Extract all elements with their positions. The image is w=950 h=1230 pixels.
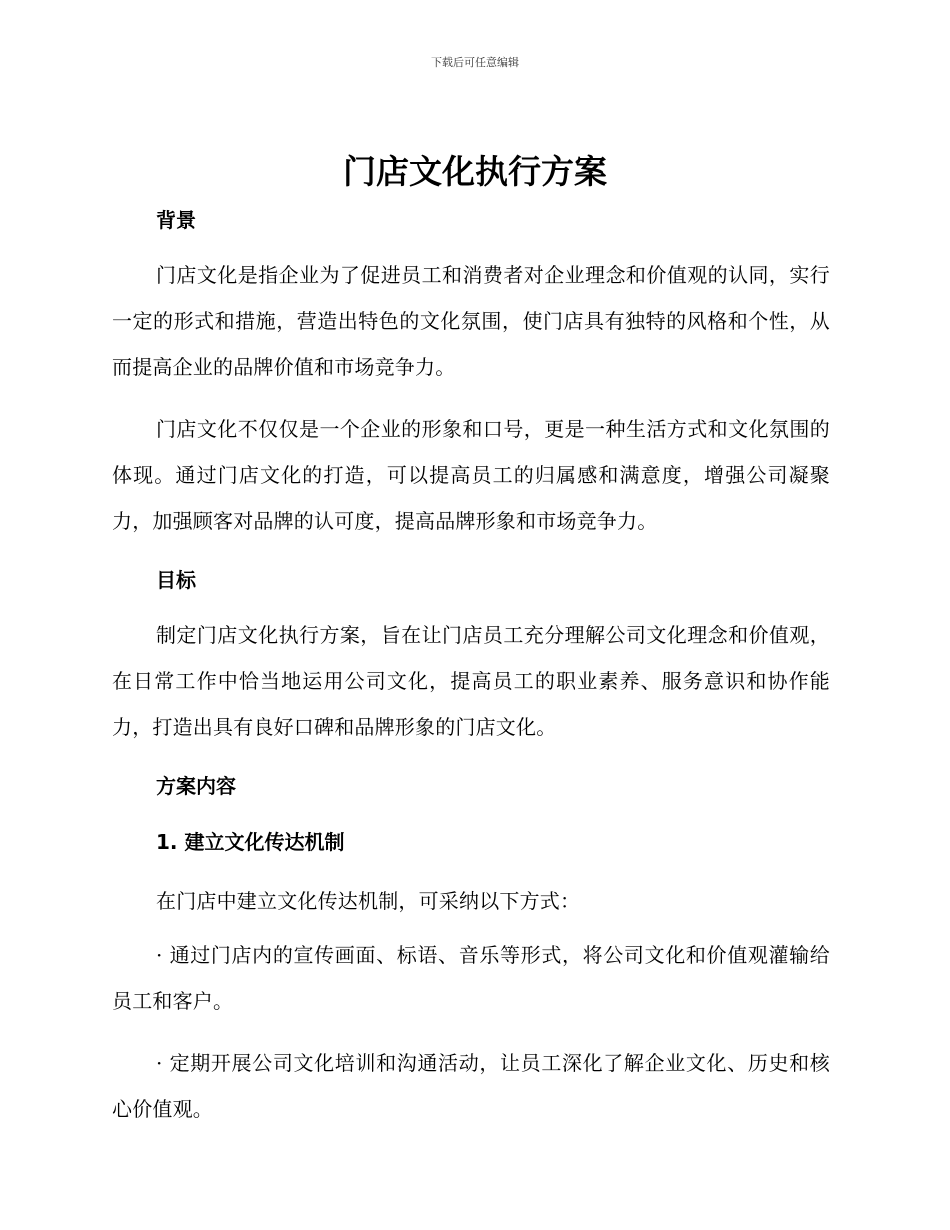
paragraph-goal-1: 制定门店文化执行方案，旨在让门店员工充分理解公司文化理念和价值观，在日常工作中恰当地运用公司文化，提高员工的职业素养、服务意识和协作能力，打造出具有良好口碑和品牌形象的门店文化。 <box>112 623 830 739</box>
paragraph-plan-1: 在门店中建立文化传达机制，可采纳以下方式： <box>156 889 581 913</box>
header-note: 下载后可任意编辑 <box>431 56 519 69</box>
document-body <box>112 200 830 1132</box>
paragraph-background-1: 门店文化是指企业为了促进员工和消费者对企业理念和价值观的认同，实行一定的形式和措施，营造出特色的文化氛围，使门店具有独特的风格和个性，从而提高企业的品牌价值和市场竞争力。 <box>112 263 830 379</box>
subheading-plan-1: 1. 建立文化传达机制 <box>156 830 345 854</box>
paragraph-background-2: 门店文化不仅仅是一个企业的形象和口号，更是一种生活方式和文化氛围的体现。通过门店文化的打造，可以提高员工的归属感和满意度，增强公司凝聚力，加强顾客对品牌的认可度，提高品牌形象和市场竞争力。 <box>112 417 830 533</box>
bullet-item-1: · 通过门店内的宣传画面、标语、音乐等形式，将公司文化和价值观灌输给员工和客户。 <box>112 943 830 1013</box>
section-heading-background: 背景 <box>156 208 196 232</box>
document-title: 门店文化执行方案 <box>343 152 607 191</box>
bullet-item-2: · 定期开展公司文化培训和沟通活动，让员工深化了解企业文化、历史和核心价值观。 <box>112 1051 830 1121</box>
section-heading-plan: 方案内容 <box>156 774 236 798</box>
section-heading-goal: 目标 <box>156 568 196 592</box>
